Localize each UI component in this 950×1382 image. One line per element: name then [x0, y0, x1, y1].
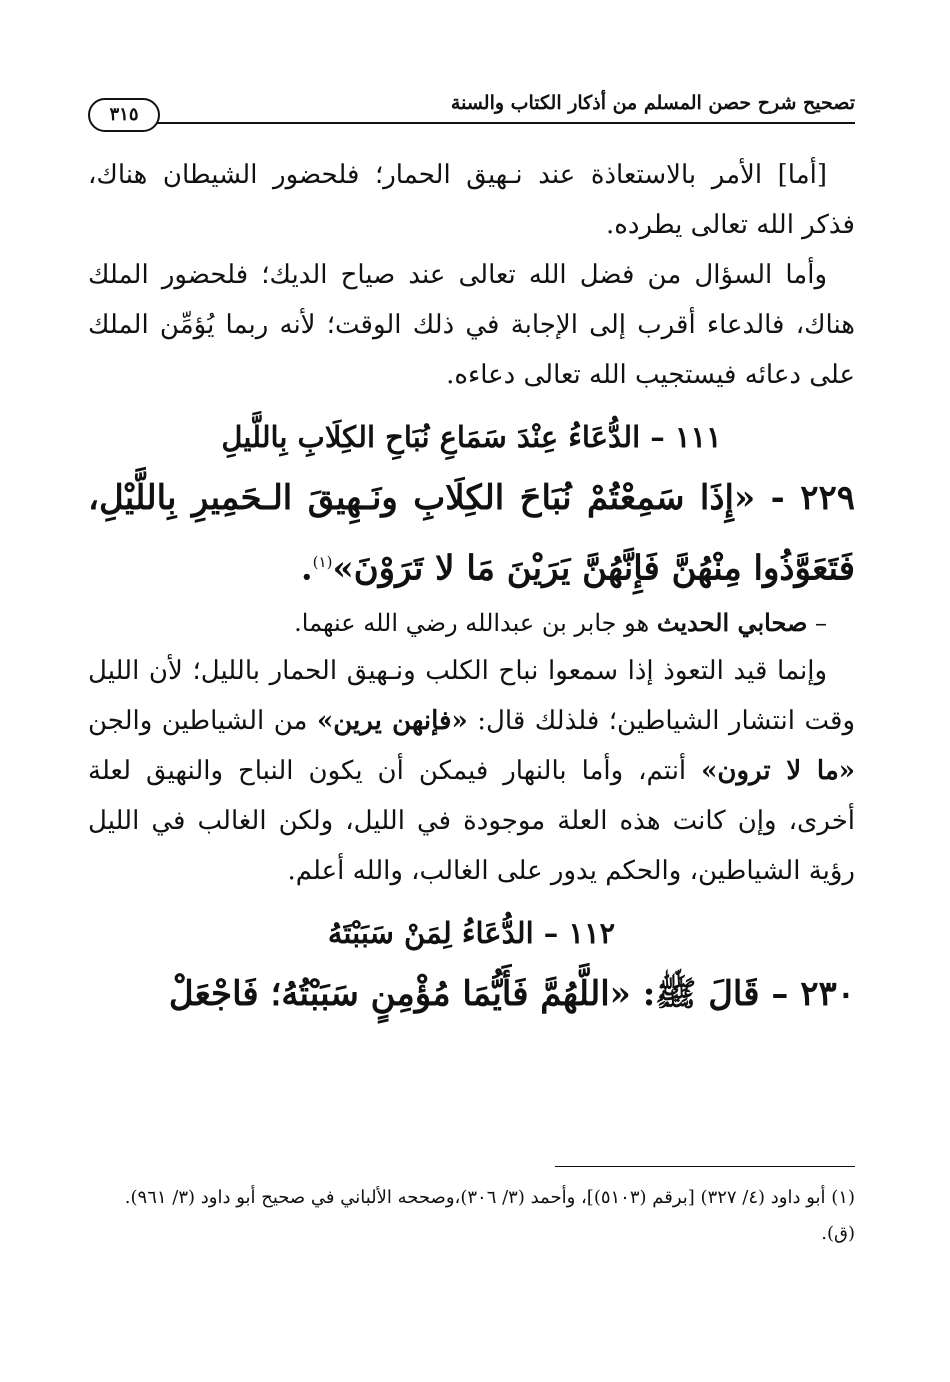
- hadith-229-end: .: [300, 548, 313, 589]
- running-header: [88, 88, 855, 132]
- footnote-marker: (١): [312, 553, 333, 571]
- quote-what-you-dont-see: «ما لا ترون»: [701, 756, 855, 787]
- hadith-229-text: ٢٢٩ - «إِذَا سَمِعْتُمْ نُبَاحَ الكِلَابِ ونَـهِيقَ الـحَمِيرِ بِاللَّيْلِ، فَتَعَوَّذُوا مِنْهُنَّ فَإِنَّهُنَّ يَرَيْنَ مَا لا تَرَوْنَ»: [88, 478, 855, 589]
- footnote-separator: [555, 1166, 855, 1167]
- paragraph-donkey-braying: [أما] الأمر بالاستعاذة عند نـهيق الحمار؛ فلحضور الشيطان هناك، فذكر الله تعالى يطرده.: [88, 160, 855, 240]
- explanation-part-3: أنتم، وأما بالنهار فيمكن أن يكون النباح والنهيق لعلة أخرى، وإن كانت هذه العلة موجودة في الليل، ولكن الغالب في الليل رؤية الشياطين، والحكم يدور على الغالب، والله أعلم.: [88, 756, 855, 887]
- header-rule: [150, 122, 855, 124]
- quote-they-see: «فإنهن يرين»: [316, 706, 468, 737]
- explanation-part-2: من الشياطين والجن: [88, 706, 317, 737]
- chapter-heading-111: ١١١ – الدُّعَاءُ عِنْدَ سَمَاعِ نُبَاحِ الكِلَابِ بِاللَّيلِ: [221, 420, 722, 454]
- paragraph-rooster-crowing: وأما السؤال من فضل الله تعالى عند صياح الديك؛ فلحضور الملك هناك، فالدعاء أقرب إلى الإجابة في ذلك الوقت؛ لأنه ربما يُؤمِّن الملك على دعائه فيستجيب الله تعالى دعاءه.: [88, 260, 855, 390]
- companion-dash: –: [807, 609, 827, 638]
- book-title: تصحيح شرح حصن المسلم من أذكار الكتاب والسنة: [450, 92, 855, 114]
- footnote-1: (١) أبو داود (٤/ ٣٢٧) [برقم (٥١٠٣)]، وأحمد (٣/ ٣٠٦)،وصححه الألباني في صحيح أبو داود (٣/ ٩٦١). (ق).: [124, 1187, 855, 1244]
- companion-text: هو جابر بن عبدالله رضي الله عنهما.: [294, 609, 657, 638]
- companion-label: صحابي الحديث: [656, 608, 808, 638]
- page-number: ٣١٥: [88, 98, 160, 132]
- chapter-heading-112: ١١٢ – الدُّعَاءُ لِمَنْ سَبَبْتَهُ: [327, 916, 616, 951]
- hadith-229: [88, 466, 855, 600]
- paragraph-explanation: [88, 646, 855, 896]
- explanation-part-1: وإنما قيد التعوذ إذا سمعوا نباح الكلب ونـهيق الحمار بالليل؛ لأن الليل وقت انتشار الشياطين؛ فلذلك قال:: [88, 656, 856, 737]
- page-content: [88, 150, 855, 1026]
- companion-line: [88, 600, 855, 646]
- hadith-230: ٢٣٠ – قَالَ ﷺ: «اللَّهُمَّ فَأَيُّمَا مُؤْمِنٍ سَبَبْتُهُ؛ فَاجْعَلْ: [168, 974, 855, 1015]
